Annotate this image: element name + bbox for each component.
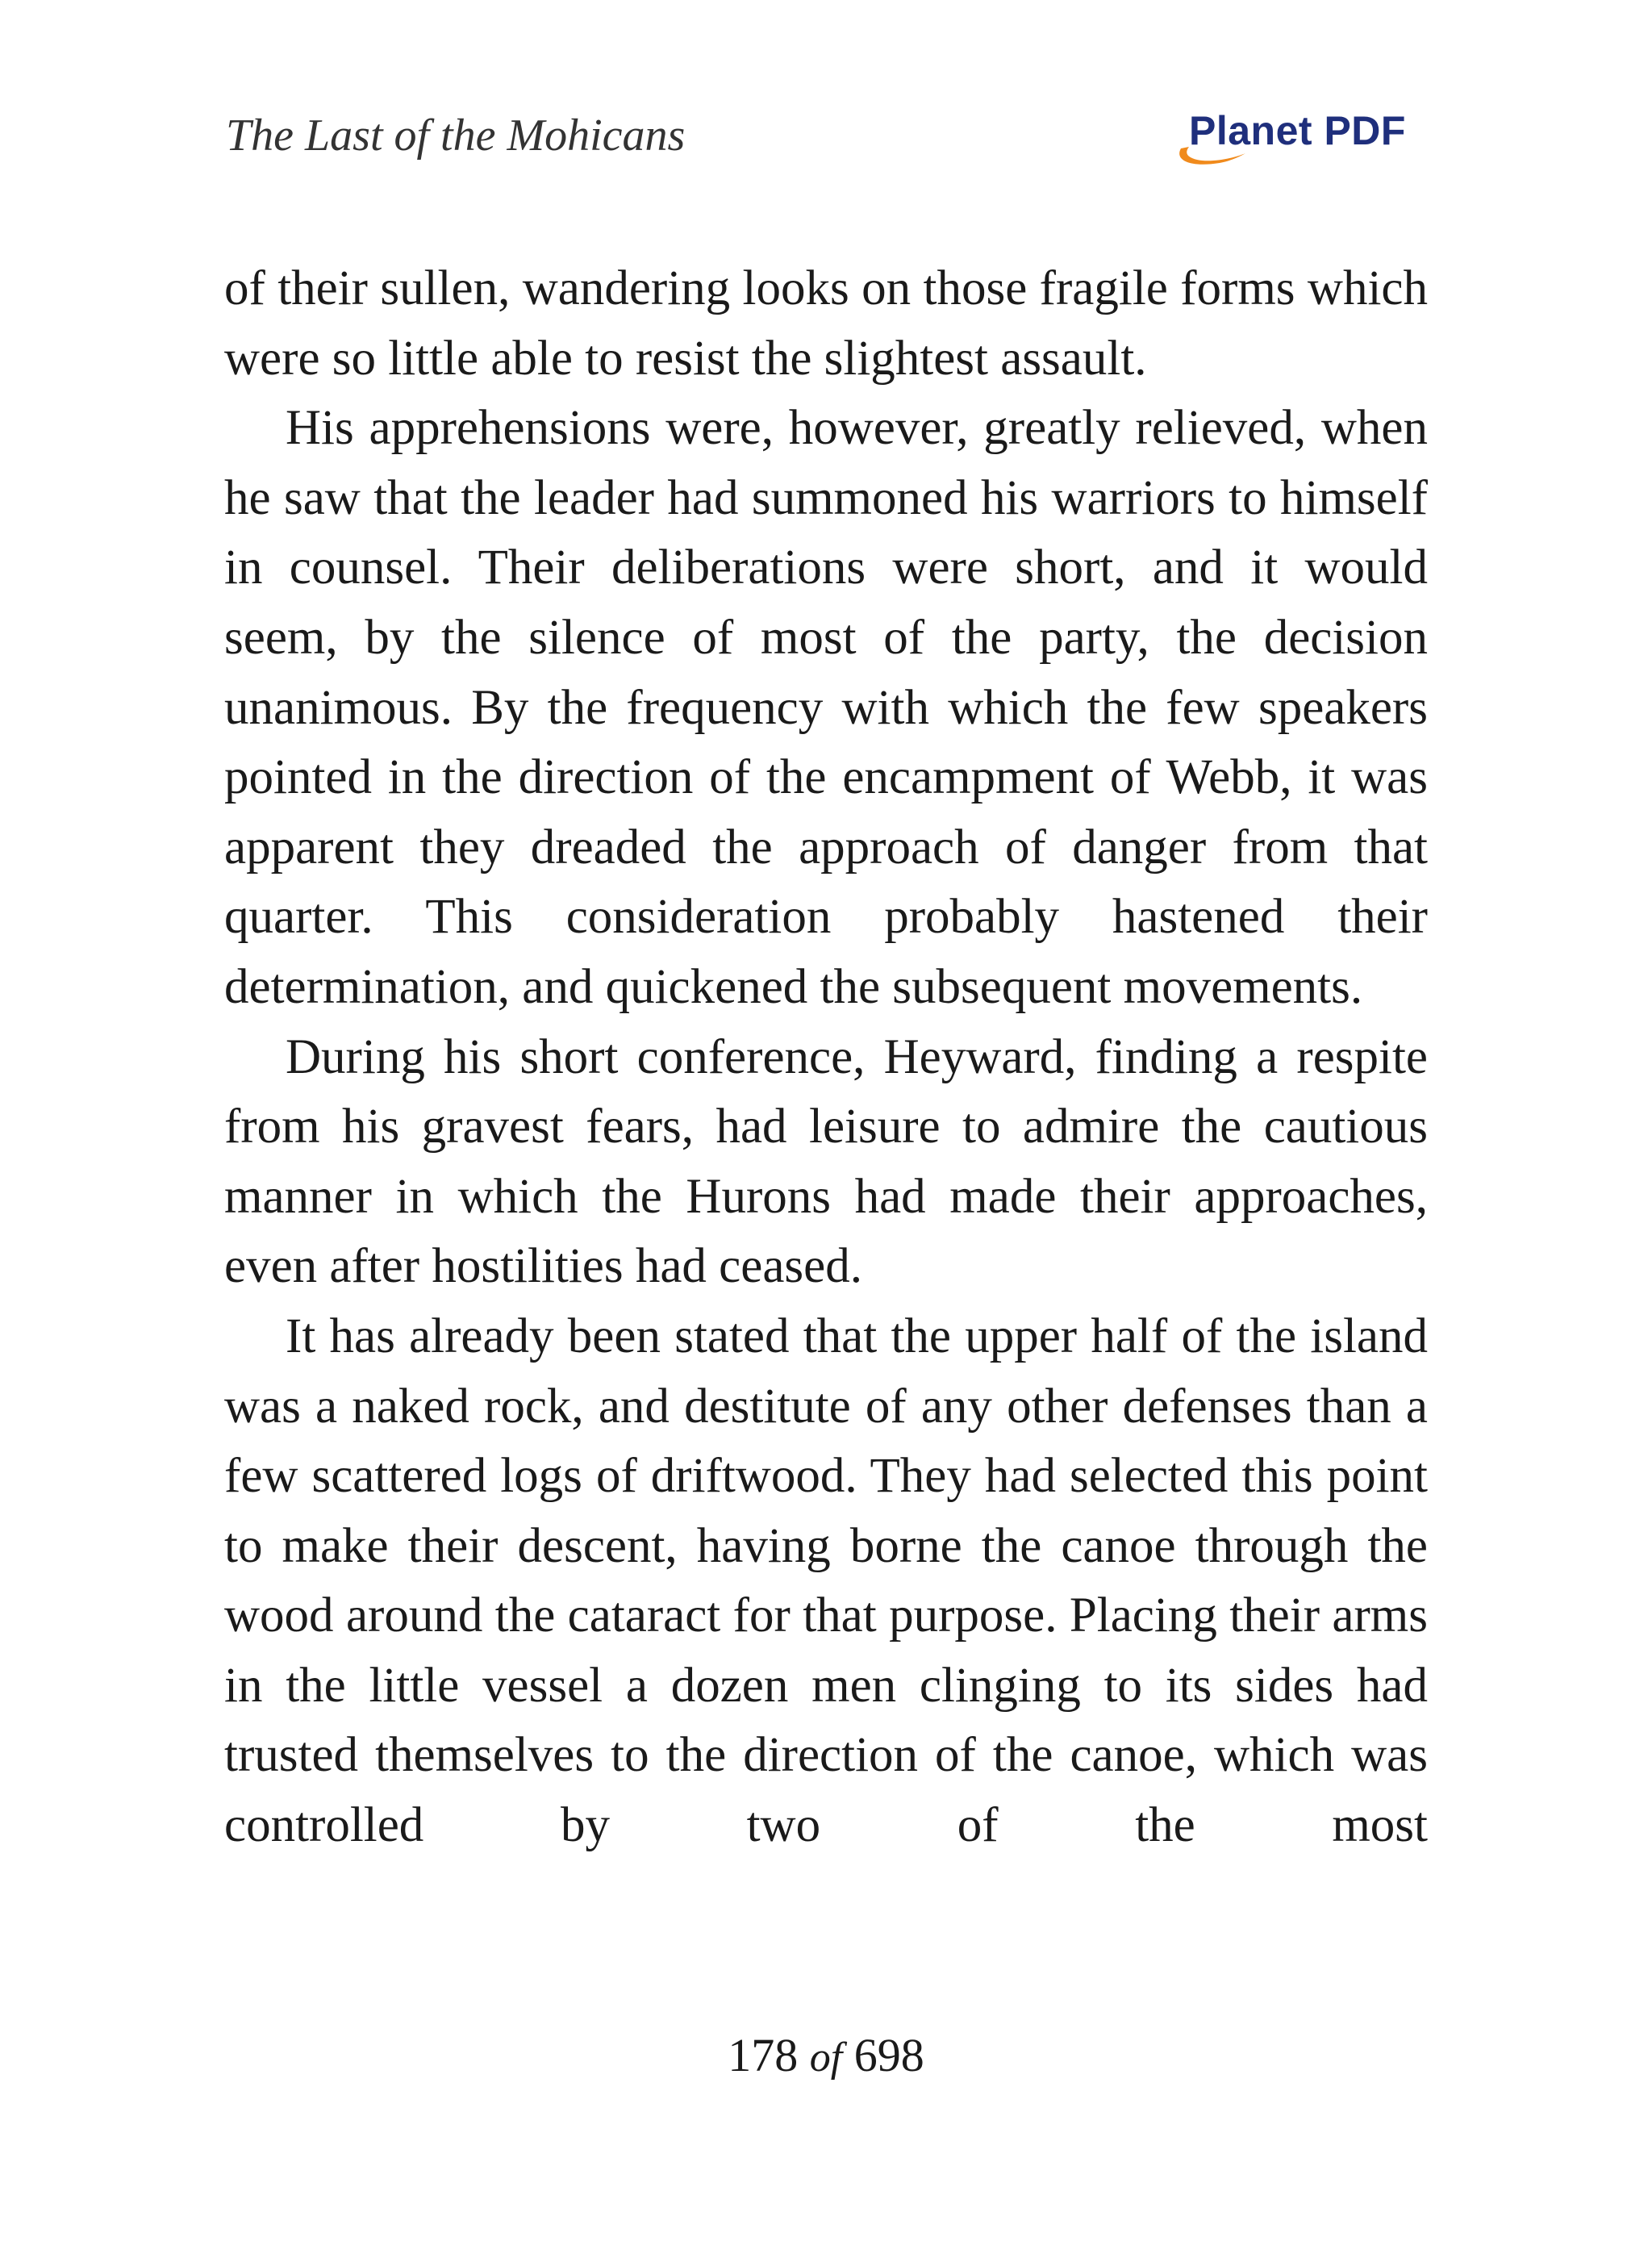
paragraph-continued: of their sullen, wandering looks on those fragile forms which were so little able to resist the slightest assault. xyxy=(224,261,1428,386)
logo-text: Planet PDF xyxy=(1189,108,1406,153)
paragraph-conference: During his short conference, Heyward, finding a respite from his gravest fears, had leisure to admire the cautious manner in which the Hurons had made their approaches, even after hostilities had ceased. xyxy=(224,1029,1428,1294)
current-page-number: 178 xyxy=(728,2029,799,2081)
page-header xyxy=(0,0,1652,194)
book-title: The Last of the Mohicans xyxy=(226,111,686,161)
total-page-count: 698 xyxy=(853,2029,924,2081)
page-number xyxy=(0,2023,1652,2090)
paragraph-apprehensions: His apprehensions were, however, greatly relieved, when he saw that the leader had summoned his warriors to himself in counsel. Their deliberations were short, and it would seem, by the silence of most of the party, the decision unanimous. By the frequency with which the few speakers pointed in the direction of the encampment of Webb, it was apparent they dreaded the approach of danger from that quarter. This consideration probably hastened their determination, and quickened the subsequent movements. xyxy=(224,401,1428,1014)
page-of-separator: of xyxy=(809,2035,843,2081)
paragraph-island: It has already been stated that the upper half of the island was a naked rock, and destitute of any other defenses than a few scattered logs of driftwood. They had selected this point to make their descent, having borne the canoe through the wood around the cataract for that purpose. Placing their arms in the little vessel a dozen men clinging to its sides had trusted themselves to the direction of the canoe, which was controlled by two of the most xyxy=(224,1309,1428,1853)
planet-pdf-logo xyxy=(1171,103,1429,176)
page-body xyxy=(224,254,1428,1861)
